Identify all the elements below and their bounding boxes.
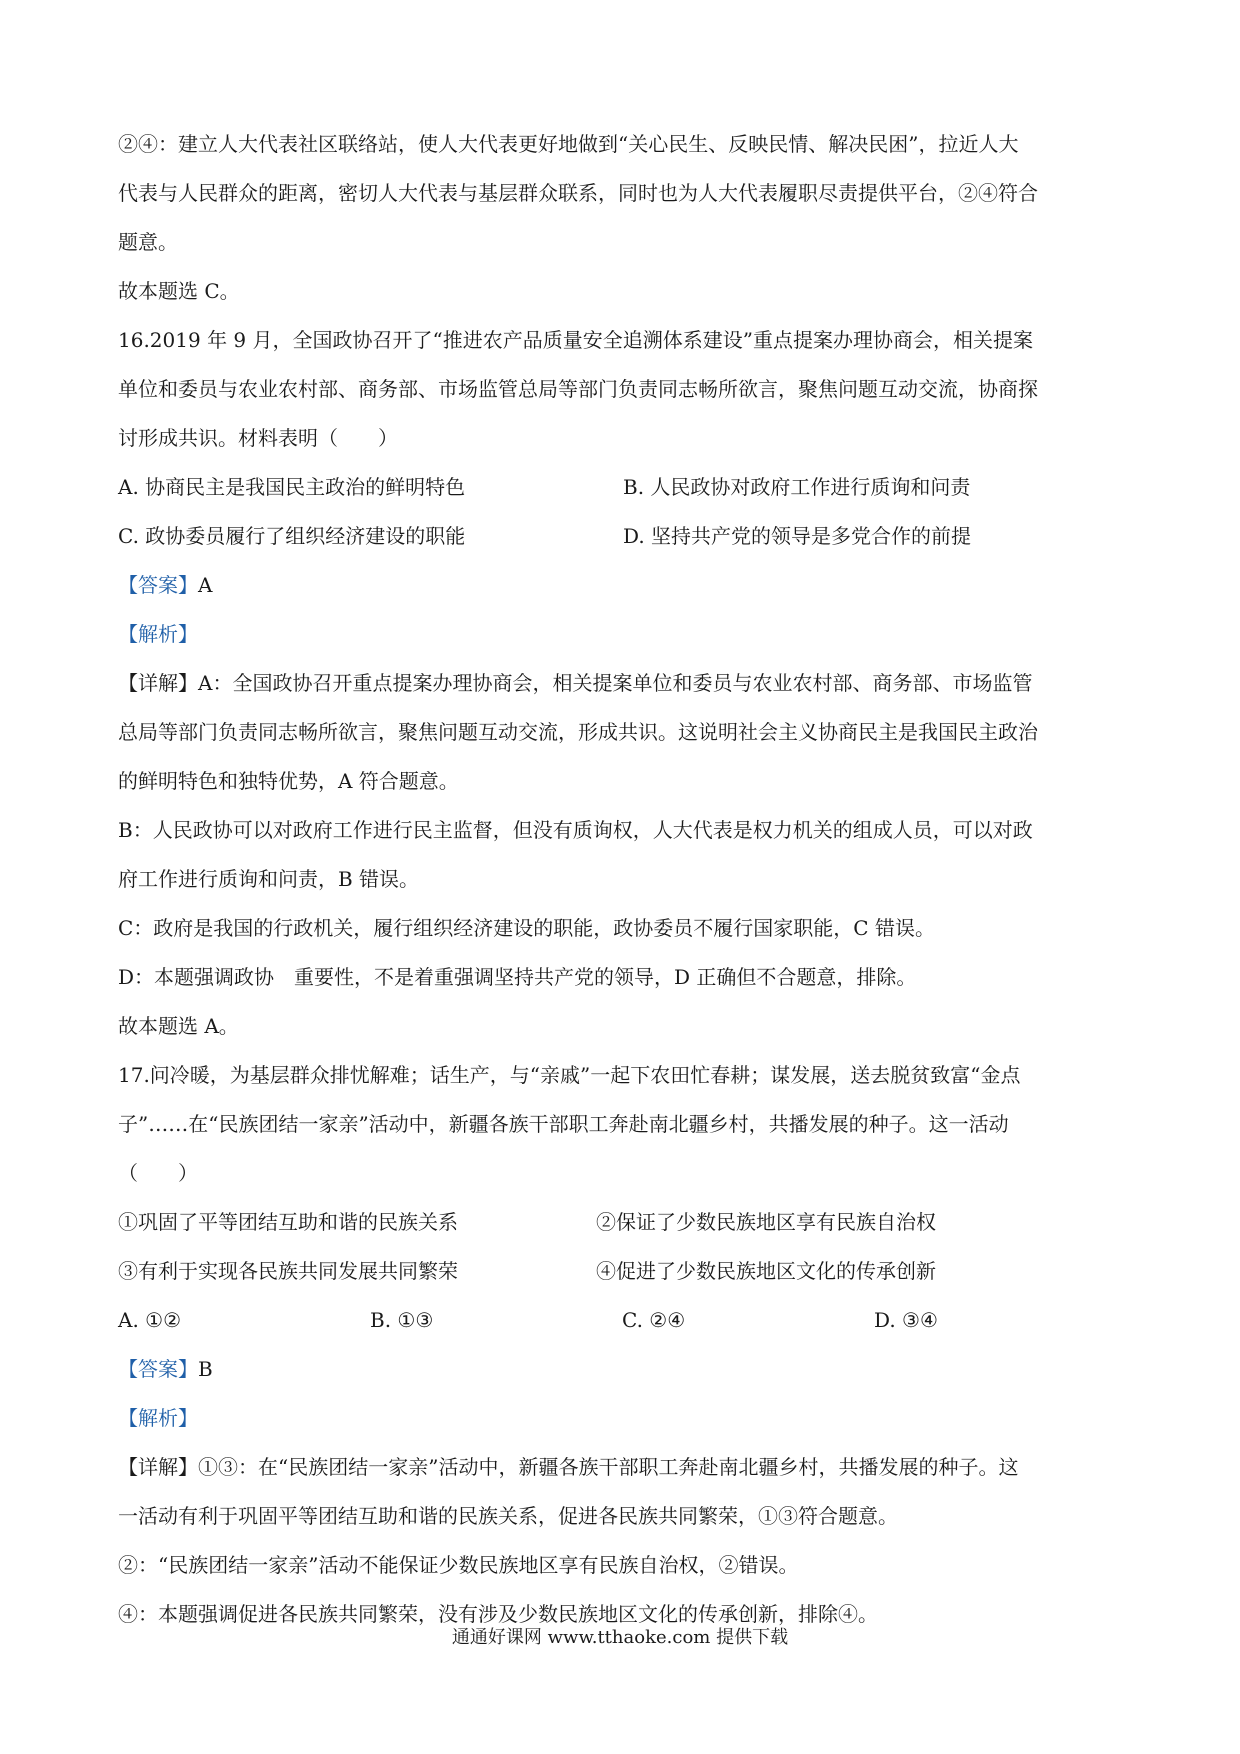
q16-stem-line: 讨形成共识。材料表明（ ） xyxy=(118,426,398,450)
detail-tag: 【详解】 xyxy=(118,671,198,695)
q17-detail-line: ④：本题强调促进各民族共同繁荣，没有涉及少数民族地区文化的传承创新，排除④。 xyxy=(118,1602,878,1626)
analysis-tag: 【解析】 xyxy=(118,1406,198,1430)
q16-analysis-heading xyxy=(118,610,1128,659)
q16-detail-line: 的鲜明特色和独特优势，A 符合题意。 xyxy=(118,769,459,793)
q15-analysis-line: 代表与人民群众的距离，密切人大代表与基层群众联系，同时也为人大代表履职尽责提供平台，②④符合 xyxy=(118,181,1038,205)
q17-detail-line: 一活动有利于巩固平等团结互助和谐的民族关系，促进各民族共同繁荣，①③符合题意。 xyxy=(118,1504,898,1528)
answer-tag: 【答案】 xyxy=(118,573,198,597)
q15-analysis-line: 题意。 xyxy=(118,230,178,254)
answer-tag: 【答案】 xyxy=(118,1357,198,1381)
q16-detail-line: B：人民政协可以对政府工作进行民主监督，但没有质询权，人大代表是权力机关的组成人员，可以对政 xyxy=(118,818,1033,842)
answer-value: B xyxy=(198,1357,213,1381)
q16-option-b: B. 人民政协对政府工作进行质询和问责 xyxy=(623,475,971,499)
q17-stem-line: （ ） xyxy=(118,1161,198,1185)
q16-answer xyxy=(118,561,1128,610)
q17-detail-line xyxy=(118,1443,1128,1492)
q17-stem-line: 17.问冷暖，为基层群众排忧解难；话生产，与“亲戚”一起下农田忙春耕；谋发展，送去脱贫致富“金点 xyxy=(118,1063,1021,1087)
q17-answer xyxy=(118,1345,1128,1394)
q16-conclusion: 故本题选 A。 xyxy=(118,1014,239,1038)
answer-value: A xyxy=(198,573,213,597)
page-footer: 通通好课网 www.tthaoke.com 提供下载 xyxy=(451,1627,789,1648)
q17-item-3: ③有利于实现各民族共同发展共同繁荣 xyxy=(118,1259,458,1283)
q16-option-d: D. 坚持共产党的领导是多党合作的前提 xyxy=(623,524,972,548)
q17-option-b: B. ①③ xyxy=(370,1308,434,1332)
q17-option-d: D. ③④ xyxy=(874,1308,938,1332)
detail-text: A：全国政协召开重点提案办理协商会，相关提案单位和委员与农业农村部、商务部、市场监管 xyxy=(198,671,1033,695)
q15-conclusion: 故本题选 C。 xyxy=(118,279,240,303)
q16-options-row xyxy=(118,463,1128,512)
q16-detail-line xyxy=(118,659,1128,708)
q17-option-a: A. ①② xyxy=(118,1308,182,1332)
q16-stem-line: 16.2019 年 9 月，全国政协召开了“推进农产品质量安全追溯体系建设”重点提案办理协商会，相关提案 xyxy=(118,328,1033,352)
q17-items-row xyxy=(118,1198,1128,1247)
q16-options-row xyxy=(118,512,1128,561)
q16-stem-line: 单位和委员与农业农村部、商务部、市场监管总局等部门负责同志畅所欲言，聚焦问题互动交流，协商探 xyxy=(118,377,1038,401)
detail-text: ①③：在“民族团结一家亲”活动中，新疆各族干部职工奔赴南北疆乡村，共播发展的种子。这 xyxy=(198,1455,1019,1479)
q17-options-row xyxy=(118,1296,1128,1345)
q17-item-2: ②保证了少数民族地区享有民族自治权 xyxy=(596,1210,936,1234)
q16-detail-line: 总局等部门负责同志畅所欲言，聚焦问题互动交流，形成共识。这说明社会主义协商民主是我国民主政治 xyxy=(118,720,1038,744)
q17-option-c: C. ②④ xyxy=(622,1308,686,1332)
page-content xyxy=(118,120,1128,1639)
q16-detail-line: 府工作进行质询和问责，B 错误。 xyxy=(118,867,420,891)
q17-detail-line: ②：“民族团结一家亲”活动不能保证少数民族地区享有民族自治权，②错误。 xyxy=(118,1553,799,1577)
detail-tag: 【详解】 xyxy=(118,1455,198,1479)
q17-items-row xyxy=(118,1247,1128,1296)
q16-detail-line: C：政府是我国的行政机关，履行组织经济建设的职能，政协委员不履行国家职能，C 错误。 xyxy=(118,916,935,940)
q17-item-4: ④促进了少数民族地区文化的传承创新 xyxy=(596,1259,936,1283)
q16-option-c: C. 政协委员履行了组织经济建设的职能 xyxy=(118,524,466,548)
q16-detail-line: D：本题强调政协 重要性，不是着重强调坚持共产党的领导，D 正确但不合题意，排除。 xyxy=(118,965,917,989)
q15-analysis-line: ②④：建立人大代表社区联络站，使人大代表更好地做到“关心民生、反映民情、解决民困”，拉近人大 xyxy=(118,132,1019,156)
analysis-tag: 【解析】 xyxy=(118,622,198,646)
q17-analysis-heading xyxy=(118,1394,1128,1443)
q16-option-a: A. 协商民主是我国民主政治的鲜明特色 xyxy=(118,475,466,499)
q17-item-1: ①巩固了平等团结互助和谐的民族关系 xyxy=(118,1210,458,1234)
q17-stem-line: 子”……在“民族团结一家亲”活动中，新疆各族干部职工奔赴南北疆乡村，共播发展的种子。这一活动 xyxy=(118,1112,1009,1136)
